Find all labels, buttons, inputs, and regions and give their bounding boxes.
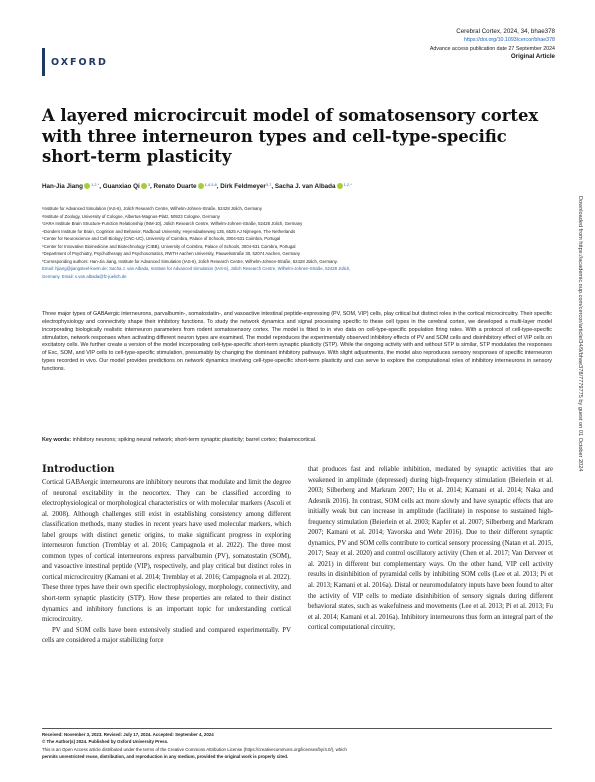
corresponding-email[interactable]: Germany. Email: s.van.albada@fz-juelich.de [42,273,127,279]
author-affil-sup: 3 [147,182,151,187]
affiliation: ⁷Department of Psychiatry, Psychotherapy and Psychosomatics, RWTH Aachen University, Pauwelsstraße 30, 52074 Aachen, Germany [42,251,301,257]
affiliation: ⁴Donders Institute for Brain, Cognition and Behavior, Radboud University, Heyendaalseweg 135, 6525 AJ Nijmegen, The Netherlands [42,228,296,234]
author-name[interactable]: Han-Jia Jiang [42,183,83,190]
doi-link[interactable]: https://doi.org/10.1093/cercor/bhae378 [464,37,555,44]
orcid-icon[interactable] [198,183,204,189]
publisher-logo [42,48,118,76]
affiliation: ⁵Center for Neuroscience and Cell Biology (CNC-UC), University of Coimbra, Palace of Schools, 3004-531 Coimbra, Portugal [42,236,281,242]
author-name[interactable]: Sacha J. van Albada [274,183,336,190]
abstract: Three major types of GABAergic interneurons, parvalbumin-, somatostatin-, and vasoactive intestinal peptide-expressing (PV, SOM, VIP) cells, play critical but distinct roles in the cortical microcircuitry. Their specific electrophysiology and connectivity shape their inhibitory functions. To study the network dynamics and signal processing specific to these cell types in the cerebral cortex, we developed a multi-layer model incorporating biologically realistic interneuron parameters from rodent somatosensory cortex. The model is fitted to in vivo data on cell-type-specific population firing rates. With a protocol of cell-type-specific stimulation, network responses when activating different neuron types are examined. The model reproduces the experimentally observed inhibitory effects of PV and SOM cells and disinhibitory effect of VIP cells on excitatory cells. We further create a version of the model incorporating cell-type-specific short-term synaptic plasticity (STP). While the ongoing activity with and without STP is similar, STP modulates the responses of Exc, SOM, and VIP cells to cell-type-specific stimulation, presumably by changing the dominant inhibitory pathways. With slight adjustments, the model also reproduces sensory responses of specific interneuron types recorded in vivo. Our model provides predictions on network dynamics involving cell-type-specific short-term plasticity and can serve to explore the computational roles of inhibitory interneurons in sensory functions. [42,311,552,372]
author-affil-sup: 3,7 [265,182,272,187]
orcid-icon[interactable] [84,183,90,189]
orcid-icon[interactable] [141,183,147,189]
download-watermark[interactable]: Downloaded from https://academic.oup.com/cercor/article/34/9/bhae378/7779775 by guest on 01 October 2024 [577,196,583,472]
orcid-icon[interactable] [337,183,343,189]
affiliations [42,205,542,280]
affiliation: ¹Institute for Advanced Simulation (IAS-6), Jülich Research Centre, Wilhelm-Johnen-Straße, 52428 Jülich, Germany [42,206,262,211]
copyright: © The Author(s) 2024. Published by Oxford University Press. [42,739,169,745]
affiliation: ²Institute of Zoology, University of Cologne, Albertus-Magnus-Platz, 50923 Cologne, Germany [42,213,220,219]
advance-access-date: Advance access publication date 27 September 2024 [429,45,555,52]
license-text: This is an Open Access article distributed under the terms of the Creative Commons Attribution License (https://creativecommons.org/licenses/by/4.0/), which [42,746,347,752]
body-paragraph: Cortical GABAergic interneurons are inhibitory neurons that modulate and limit the degree of neuronal excitability in the neocortex. They can be classified according to electrophysiological or morphological characteristics or with molecular markers (Ascoli et al. 2008). Although challenges still exist in establishing consistency among different classification methods, many studies in recent years have used molecular markers, which label groups with distinct genetic origins, to make significant progress in exploring interneuron function (Tremblay et al. 2016; Campagnola et al. 2022). The three most common types of cortical interneurons express parvalbumin (PV), somatostatin (SOM), and vasoactive intestinal peptide (VIP), respectively, and play critical but distinct roles in cortical microcircuitry (Kamani et al. 2014; Tremblay et al. 2016; Campagnola et al. 2022). These three types have their own specific electrophysiology, morphology, connectivity, and short-term synaptic plasticity (STP). How these properties are related to their distinct dynamics and inhibitory functions is an important topic for understanding cortical microcircuitry. [42,479,291,624]
author-affil-sup: 1,2,* [90,182,100,187]
logo-text: OXFORD [51,56,108,68]
body-column-right [308,465,553,634]
corresponding-email[interactable]: Email: hjiang@jiangsteel-koeln.de; Sacha J. van Albada, Institute for Advanced Simulation (IAS-6), Jülich Research Centre, Wilhelm-Johnen-Straße, 52428 Jülich, [42,266,351,272]
keywords-label: Key words: [42,437,72,443]
author-name[interactable]: Guanxiao Qi [102,183,140,190]
footer [42,731,552,761]
logo-bar [42,48,45,76]
author-name[interactable]: Renato Duarte [153,183,197,190]
license-text-2: permits unrestricted reuse, distribution, and reproduction in any medium, provided the original work is properly cited. [42,754,289,760]
article-type: Original Article [510,53,555,61]
article-title: A layered microcircuit model of somatosensory cortex with three interneuron types and cell-type-specific short-term plasticity [42,106,539,167]
author-list: Han-Jia Jiang $^{1,2,*}$, Guanxiao Qi $^3$, Renato Duarte $^{1,4,5,6}$, Dirk Feldmeyer$^{3,7}$, Sacha J. van Albada $^{1,2,*}$ [42,182,352,190]
affiliation: ⁶Center for Innovative Biomedicine and Biotechnology (CIBB), University of Coimbra, Palace of Schools, 3004-531 Coimbra, Portugal [42,243,296,249]
journal-info [430,28,555,62]
corresponding-author: *Corresponding authors: Han-Jia Jiang, Institute for Advanced Simulation (IAS-6), Jülich Research Centre, Wilhelm-Johnen-Straße, 52428 Jülich, Germany. [42,258,338,264]
author-name[interactable]: Dirk Feldmeyer [220,183,266,190]
body-paragraph: PV and SOM cells have been extensively studied and compared experimentally. PV cells are considered a major stabilizing force [42,626,291,645]
keywords-text: inhibitory neurons; spiking neural network; short-term synaptic plasticity; barrel cortex; thalamocortical. [72,437,317,443]
footer-divider [42,728,552,729]
body-paragraph: that produces fast and reliable inhibition, mediated by synaptic activities that are weakened in amplitude (depressed) during high-frequency stimulation (Beierlein et al. 2003; Silberberg and Markram 2007; Hu et al. 2014; Kamani et al. 2014; Naka and Adesnik 2016). In contrast, SOM cells act more slowly and have synaptic effects that are initially weak but can increase in amplitude (facilitate) in response to sustained high-frequency stimulation (Beierlein et al. 2003; Kapfer et al. 2007; Silberberg and Markram 2007; Kamani et al. 2014; Yavorska and Wehr 2016). Due to their different synaptic dynamics, PV and SOM cells contribute to cortical sensory processing (Natan et al. 2015, 2017; Seay et al. 2020) and control oscillatory activity (Chen et al. 2017; Van Derveer et al. 2021) in different but complementary ways. On the other hand, VIP cell activity results in disinhibition of pyramidal cells by inhibiting SOM cells (Lee et al. 2013; Pi et al. 2013; Kamani et al. 2016a). Distal or neuromodulatory inputs have been found to alter the activity of VIP cells to mediate disinhibition of sensory signals during different behavioral states, such as wakefulness and movements (Lee et al. 2013; Pi et al. 2013; Fu et al. 2014; Kamani et al. 2016a). Inhibitory interneurons thus form an integral part of the cortical computational circuitry, [308,466,553,632]
received-dates: Received: November 3, 2023. Revised: July 17, 2024. Accepted: September 4, 2024 [42,732,214,737]
body-column-left [42,478,291,647]
journal-citation: Cerebral Cortex, 2024, 34, bhae378 [456,28,555,35]
author-affil-sup: 1,2,* [343,182,352,187]
author-affil-sup: 1,4,5,6 [204,182,217,187]
keywords [42,437,552,443]
section-heading: Introduction [42,463,115,475]
affiliation: ³JARA Institute Brain Structure-Function Relationship (INM-10), Jülich Research Centre, Wilhelm-Johnen-Straße, 52428 Jülich, Germany [42,221,303,227]
